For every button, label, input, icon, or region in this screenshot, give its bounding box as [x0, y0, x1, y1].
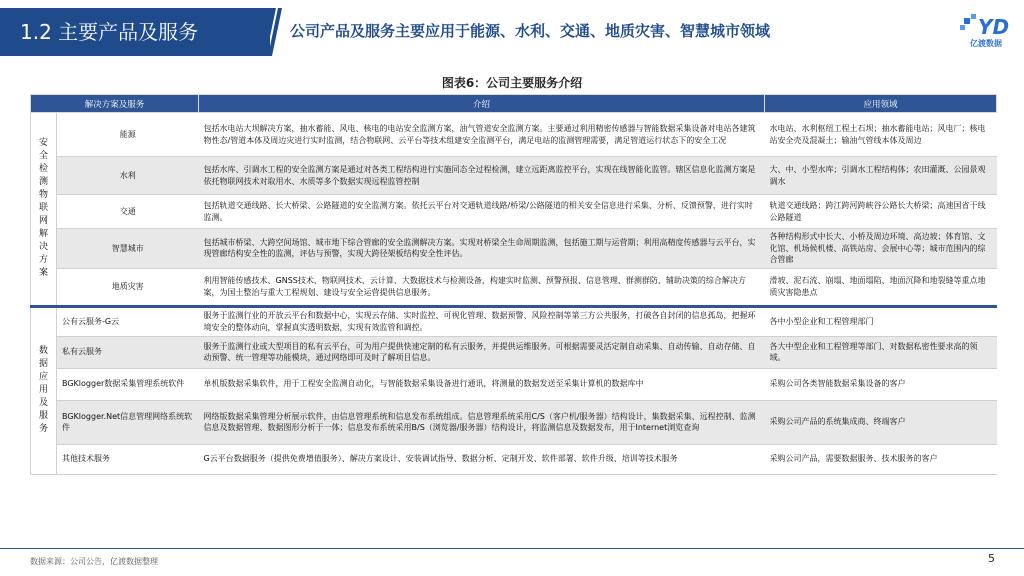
category-cell: [31, 306, 57, 474]
solution-name: 地质灾害: [57, 268, 199, 306]
solution-name: BGKlogger.Net信息管理网络系统软件: [57, 400, 199, 444]
intro-text: 包括城市桥梁、大跨空间场馆、城市地下综合管廊的安全监测解决方案。实现对桥梁全生命周期监测，包括施工期与运营期；利用高精度传感器与云平台，实现管廊结构安全性的监测，评估与预警，实现大跨径架板结构安全性评估。: [199, 229, 765, 269]
table-row: [31, 113, 997, 157]
category-char: 解: [38, 229, 48, 240]
table-row: [31, 400, 997, 444]
column-header: 应用领域: [765, 95, 997, 113]
table-row: [31, 306, 997, 336]
intro-text: 单机版数据采集软件，用于工程安全监测自动化，与智能数据采集设备进行通讯，将测量的数据发送至采集计算机的数据库中: [199, 368, 765, 400]
application-field: 采购公司产品，需要数据服务、技术服务的客户: [765, 444, 997, 474]
application-field: 大、中、小型水库；引调水工程结构体；农田灌溉、公园景观调水: [765, 157, 997, 195]
section-title: 1.2 主要产品及服务: [0, 8, 270, 56]
figure-title: 图表6：公司主要服务介绍: [441, 76, 583, 90]
intro-text: 包括水库、引调水工程的安全监测方案是通过对各类工程结构进行实施同态全过程检测，建立远距离监控平台，实现在线智能化监管。辖区信息化监测方案是依托物联网技术对取用水、水质等多个数据实现远程监管控制: [199, 157, 765, 195]
page-number: 5: [988, 552, 995, 565]
application-field: 采购公司各类智能数据采集设备的客户: [765, 368, 997, 400]
logo-text: 亿渡数据: [970, 39, 1002, 48]
table-row: [31, 368, 997, 400]
category-char: 数: [38, 346, 48, 356]
table-row: [31, 444, 997, 474]
svg-text:YD: YD: [978, 15, 1010, 39]
category-char: 案: [38, 268, 48, 279]
category-char: 物: [38, 190, 48, 201]
application-field: 各大中型企业和工程管理等部门、对数据私密性要求高的领域。: [765, 336, 997, 368]
intro-text: 服务于监测行业或大型项目的私有云平台，可为用户提供快速定制的私有云服务，并提供运维服务。可根据需要灵活定制自动采集、自动传输、自动存储、自动预警、统一管理等功能模块，通过网络即可及时了解项目信息。: [199, 336, 765, 368]
intro-text: 包括水电站大坝解决方案，抽水蓄能、风电、核电的电站安全监测方案，油气管道安全监测方案。主要通过利用精密传感器与智能数据采集设备对电站各建筑物性态/管道本体及周边灾进行实时监测，结合物联网、云平台等技术组建安全监测平台，满足电站的监测管理需要，满足管道运行状态下的安全工况: [199, 113, 765, 157]
solution-name: 水利: [57, 157, 199, 195]
source-note: 数据来源：公司公告，亿渡数据整理: [30, 557, 158, 566]
column-header: 解决方案及服务: [31, 95, 199, 113]
table-row: [31, 268, 997, 306]
category-char: 服: [38, 411, 48, 421]
slide-header: [0, 0, 1024, 62]
solution-name: 智慧城市: [57, 229, 199, 269]
intro-text: G云平台数据服务（提供免费增值服务）、解决方案设计、安装调试指导、数据分析、定制开发、软件部署、软件升级、培训等技术服务: [199, 444, 765, 474]
intro-text: 服务于监测行业的开放云平台和数据中心，实现云存储、实时监控、可视化管理、数据预警、风险控制等第三方公共服务，打破各自封闭的信息孤岛，把握环境安全的整体动向，掌握真实透明数据，实现有效监管和调控。: [199, 306, 765, 336]
category-char: 用: [38, 385, 48, 395]
table-row: [31, 157, 997, 195]
application-field: 轨道交通线路；跨江跨河跨峡谷公路长大桥梁；高速国省干线公路隧道: [765, 195, 997, 229]
solution-name: 交通: [57, 195, 199, 229]
table-row: [31, 229, 997, 269]
footer-divider: [0, 548, 1024, 549]
category-char: 测: [38, 177, 48, 188]
intro-text: 利用智能传感技术、GNSS技术、物联网技术、云计算、大数据技术与检测设备，构建实时监测、预警预报、信息管理、群测群防、辅助决策的综合解决方案，为国土整治与重大工程规划、建设与安全运营提供信息服务。: [199, 268, 765, 306]
table-row: [31, 195, 997, 229]
intro-text: 包括轨道交通线路、长大桥梁、公路隧道的安全监测方案。依托云平台对交通轨道线路/桥梁/公路隧道的相关安全信息进行采集、分析、反馈预警，进行实时监测。: [199, 195, 765, 229]
category-char: 安: [38, 138, 48, 149]
category-char: 及: [38, 398, 48, 408]
category-char: 应: [38, 372, 48, 382]
services-table: [30, 94, 997, 475]
category-char: 全: [38, 151, 48, 162]
application-field: 各种结构形式中长大、小桥及周边环境、高边坡；体育馆、文化馆、机场候机楼、高铁站房、会展中心等；城市范围内的综合管廊: [765, 229, 997, 269]
category-char: 检: [38, 164, 48, 175]
solution-name: 公有云服务-G云: [57, 306, 199, 336]
table-row: [31, 336, 997, 368]
application-field: 采购公司产品的系统集成商、终端客户: [765, 400, 997, 444]
solution-name: 能源: [57, 113, 199, 157]
table-header-row: [31, 95, 997, 113]
application-field: 各中小型企业和工程管理部门: [765, 306, 997, 336]
solution-name: BGKlogger数据采集管理系统软件: [57, 368, 199, 400]
category-cell: [31, 113, 57, 307]
application-field: 水电站、水利枢纽工程土石坝；抽水蓄能电站；风电厂；核电站安全壳及混凝土；输油气管线本体及周边: [765, 113, 997, 157]
logo-icon: [956, 10, 1016, 40]
company-logo: [956, 10, 1016, 52]
category-char: 务: [38, 424, 48, 434]
intro-text: 网络版数据采集管理分析展示软件，由信息管理系统和信息发布系统组成。信息管理系统采用C/S（客户机/服务器）结构设计，集数据采集、远程控制、监测信息及数据管理、数据图形分析于一体；信息发布系统采用B/S（浏览器/服务器）结构设计，将监测信息及数据发布，用于Internet浏览查询: [199, 400, 765, 444]
category-char: 决: [38, 242, 48, 253]
category-char: 方: [38, 255, 48, 266]
solution-name: 私有云服务: [57, 336, 199, 368]
slide-subtitle: 公司产品及服务主要应用于能源、水利、交通、地质灾害、智慧城市领域: [290, 22, 771, 40]
category-char: 网: [38, 216, 48, 227]
category-char: 联: [38, 203, 48, 214]
solution-name: 其他技术服务: [57, 444, 199, 474]
application-field: 滑坡、泥石流、崩塌、地面塌陷、地面沉降和地裂缝等重点地质灾害隐患点: [765, 268, 997, 306]
category-char: 据: [38, 359, 48, 369]
column-header: 介绍: [199, 95, 765, 113]
title-stripes-decoration: [252, 8, 282, 56]
